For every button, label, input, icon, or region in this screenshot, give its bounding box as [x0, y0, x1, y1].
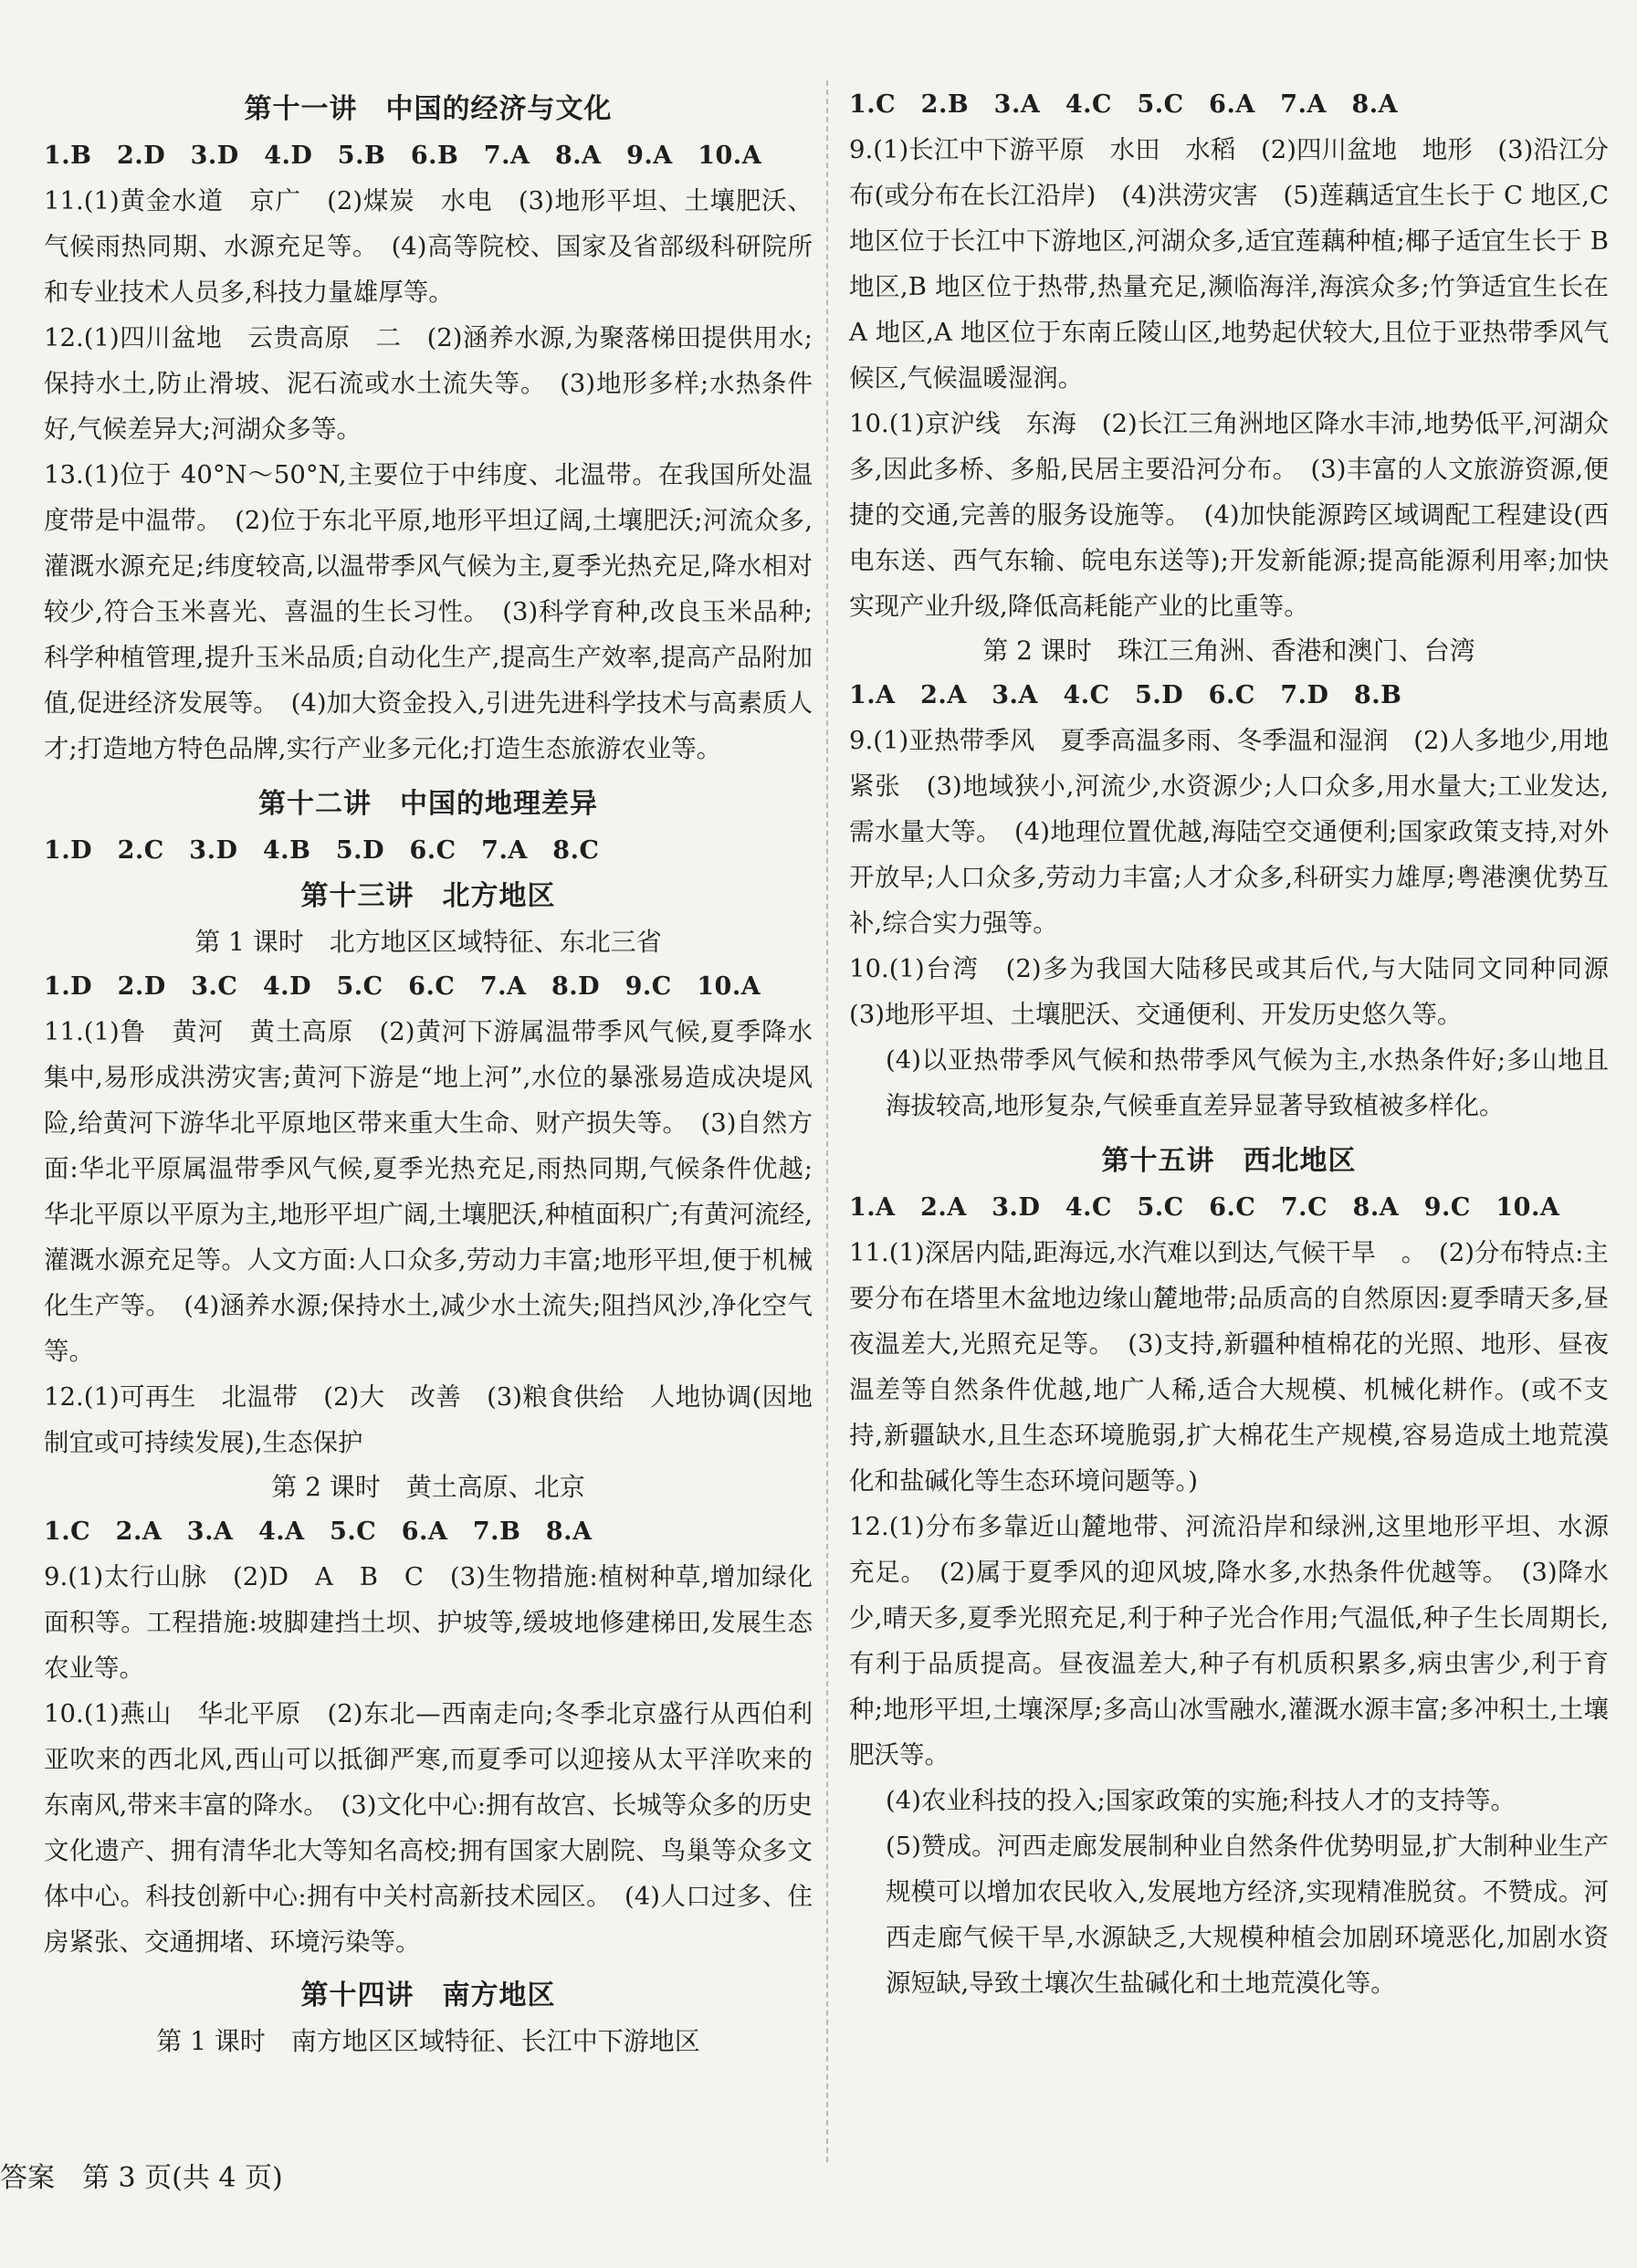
page-footer: 答案 第 3 页(共 4 页) — [0, 2162, 283, 2194]
section-title: 第十二讲 中国的地理差异 — [258, 788, 598, 820]
answer-10: 10.(1)京沪线 东海 (2)长江三角洲地区降水丰沛,地势低平,河湖众多,因此多桥、多船,民居主要沿河分布。 (3)丰富的人文旅游资源,便捷的交通,完善的服务设施等。 (4)加快能源跨区域调配工程建设(西电东送、西气东输、皖电东送等);开发新能源;提高能源利用率;加快实现产业升级,降低高耗能产业的比重等。 — [849, 409, 1609, 621]
answer-12-part-4: (4)农业科技的投入;国家政策的实施;科技人才的支持等。 — [886, 1786, 1516, 1815]
answer-11: 11.(1)鲁 黄河 黄土高原 (2)黄河下游属温带季风气候,夏季降水集中,易形成洪涝灾害;黄河下游是“地上河”,水位的暴涨易造成决堤风险,给黄河下游华北平原地区带来重大生命、财产损失等。 (3)自然方面:华北平原属温带季风气候,夏季光热充足,雨热同期,气候条件优越;华北平原以平原为主,地形平坦广阔,土壤肥沃,种植面积广;有黄河流经,灌溉水源充足等。人文方面:人口众多,劳动力丰富;地形平坦,便于机械化生产等。 (4)涵养水源;保持水土,减少水土流失;阻挡风沙,净化空气等。 — [44, 1017, 813, 1366]
answer-9: 9.(1)长江中下游平原 水田 水稻 (2)四川盆地 地形 (3)沿江分布(或分布在长江沿岸) (4)洪涝灾害 (5)莲藕适宜生长于 C 地区,C 地区位于长江中下游地区,河湖众多,适宜莲藕种植;椰子适宜生长于 B 地区,B 地区位于热带,热量充足,濒临海洋,海滨众多;竹笋适宜生长在 A 地区,A 地区位于东南丘陵山区,地势起伏较大,且位于亚热带季风气候区,气候温暖湿润。 — [849, 135, 1609, 393]
answer-10: 10.(1)燕山 华北平原 (2)东北—西南走向;冬季北京盛行从西伯利亚吹来的西北风,西山可以抵御严寒,而夏季可以迎接从太平洋吹来的东南风,带来丰富的降水。 (3)文化中心:拥有故宫、长城等众多的历史文化遗产、拥有清华北大等知名高校;拥有国家大剧院、鸟巢等众多文体中心。科技创新中心:拥有中关村高新技术园区。 (4)人口过多、住房紧张、交通拥堵、环境污染等。 — [44, 1699, 813, 1957]
mc-answers: 1.A 2.A 3.D 4.C 5.C 6.C 7.C 8.A 9.C 10.A — [849, 1193, 1560, 1222]
section-title: 第十五讲 西北地区 — [1101, 1145, 1357, 1177]
mc-answers: 1.A 2.A 3.A 4.C 5.D 6.C 7.D 8.B — [849, 681, 1402, 709]
mc-answers: 1.B 2.D 3.D 4.D 5.B 6.B 7.A 8.A 9.A 10.A — [44, 142, 762, 170]
section-title: 第十一讲 中国的经济与文化 — [244, 93, 613, 125]
answer-12: 12.(1)分布多靠近山麓地带、河流沿岸和绿洲,这里地形平坦、水源充足。 (2)属于夏季风的迎风坡,降水多,水热条件优越等。 (3)降水少,晴天多,夏季光照充足,利于种子光合作用;气温低,种子生长周期长,有利于品质提高。昼夜温差大,种子有机质积累多,病虫害少,利于育种;地形平坦,土壤深厚;多高山冰雪融水,灌溉水源丰富;多冲积土,土壤肥沃等。 — [849, 1512, 1609, 1769]
lesson-title: 第 2 课时 黄土高原、北京 — [271, 1472, 585, 1502]
lesson-title: 第 2 课时 珠江三角洲、香港和澳门、台湾 — [982, 635, 1475, 666]
mc-answers: 1.D 2.D 3.C 4.D 5.C 6.C 7.A 8.D 9.C 10.A — [44, 972, 761, 1001]
answer-13: 13.(1)位于 40°N～50°N,主要位于中纬度、北温带。在我国所处温度带是中温带。 (2)位于东北平原,地形平坦辽阔,土壤肥沃;河流众多,灌溉水源充足;纬度较高,以温带季风气候为主,夏季光热充足,降水相对较少,符合玉米喜光、喜温的生长习性。 (3)科学育种,改良玉米品种;科学种植管理,提升玉米品质;自动化生产,提高生产效率,提高产品附加值,促进经济发展等。 (4)加大资金投入,引进先进科学技术与高素质人才;打造地方特色品牌,实行产业多元化;打造生态旅游农业等。 — [44, 460, 813, 763]
mc-answers: 1.D 2.C 3.D 4.B 5.D 6.C 7.A 8.C — [44, 836, 600, 865]
answer-10-part-4: (4)以亚热带季风气候和热带季风气候为主,水热条件好;多山地且海拔较高,地形复杂,气候垂直差异显著导致植被多样化。 — [886, 1045, 1609, 1120]
lesson-title: 第 1 课时 南方地区区域特征、长江中下游地区 — [156, 2026, 700, 2056]
answer-11: 11.(1)黄金水道 京广 (2)煤炭 水电 (3)地形平坦、土壤肥沃、气候雨热同期、水源充足等。 (4)高等院校、国家及省部级科研院所和专业技术人员多,科技力量雄厚等。 — [44, 186, 813, 307]
answer-12: 12.(1)可再生 北温带 (2)大 改善 (3)粮食供给 人地协调(因地制宜或可持续发展),生态保护 — [44, 1382, 813, 1457]
mc-answers: 1.C 2.A 3.A 4.A 5.C 6.A 7.B 8.A — [44, 1517, 593, 1546]
answer-11: 11.(1)深居内陆,距海远,水汽难以到达,气候干旱 。 (2)分布特点:主要分布在塔里木盆地边缘山麓地带;品质高的自然原因:夏季晴天多,昼夜温差大,光照充足等。 (3)支持,新疆种植棉花的光照、地形、昼夜温差等自然条件优越,地广人稀,适合大规模、机械化耕作。(或不支持,新疆缺水,且生态环境脆弱,扩大棉花生产规模,容易造成土地荒漠化和盐碱化等生态环境问题等。) — [849, 1238, 1609, 1496]
column-divider — [826, 80, 828, 2162]
answer-9: 9.(1)太行山脉 (2)D A B C (3)生物措施:植树种草,增加绿化面积等。工程措施:坡脚建挡土坝、护坡等,缓坡地修建梯田,发展生态农业等。 — [44, 1562, 813, 1683]
answer-12: 12.(1)四川盆地 云贵高原 二 (2)涵养水源,为聚落梯田提供用水;保持水土,防止滑坡、泥石流或水土流失等。 (3)地形多样;水热条件好,气候差异大;河湖众多等。 — [44, 323, 813, 444]
answer-12-part-5: (5)赞成。河西走廊发展制种业自然条件优势明显,扩大制种业生产规模可以增加农民收入,发展地方经济,实现精准脱贫。不赞成。河西走廊气候干旱,水源缺乏,大规模种植会加剧环境恶化,加剧水资源短缺,导致土壤次生盐碱化和土地荒漠化等。 — [886, 1832, 1609, 1998]
left-column — [44, 82, 813, 2065]
answer-9: 9.(1)亚热带季风 夏季高温多雨、冬季温和湿润 (2)人多地少,用地紧张 (3)地域狭小,河流少,水资源少;人口众多,用水量大;工业发达,需水量大等。 (4)地理位置优越,海陆空交通便利;国家政策支持,对外开放早;人口众多,劳动力丰富;人才众多,科研实力雄厚;粤港澳优势互补,综合实力强等。 — [849, 726, 1609, 938]
section-title: 第十三讲 北方地区 — [300, 880, 556, 912]
lesson-title: 第 1 课时 北方地区区域特征、东北三省 — [194, 927, 662, 957]
right-column — [849, 82, 1634, 2006]
answer-10: 10.(1)台湾 (2)多为我国大陆移民或其后代,与大陆同文同种同源 (3)地形平坦、土壤肥沃、交通便利、开发历史悠久等。 — [849, 954, 1634, 1029]
section-title: 第十四讲 南方地区 — [300, 1979, 556, 2011]
mc-answers: 1.C 2.B 3.A 4.C 5.C 6.A 7.A 8.A — [849, 90, 1399, 119]
